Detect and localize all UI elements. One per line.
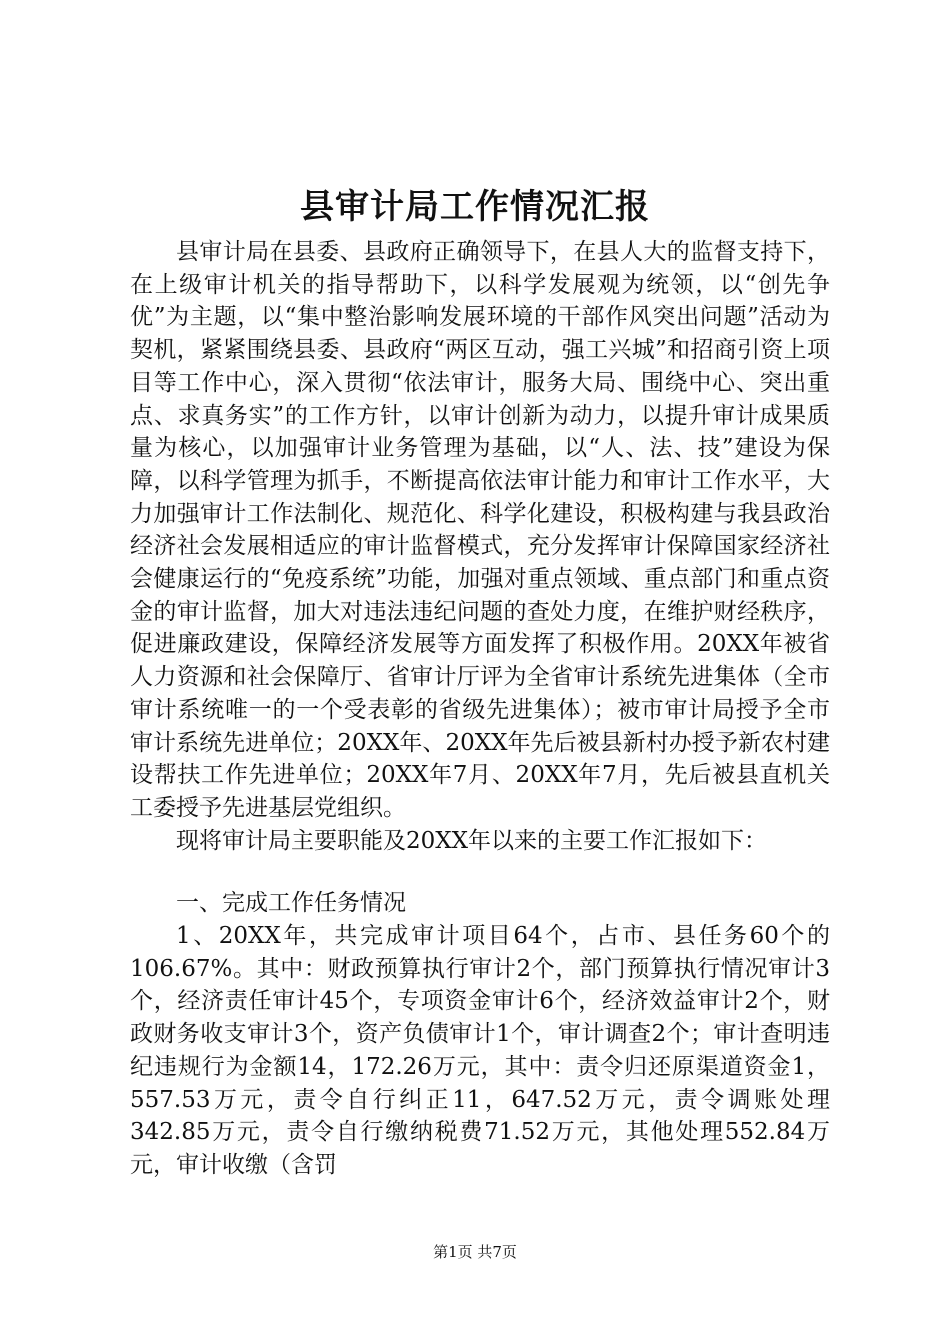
section-heading: 一、完成工作任务情况 xyxy=(176,890,406,917)
paragraph-intro: 县审计局在县委、县政府正确领导下，在县人大的监督支持下，在上级审计机关的指导帮助下，以科学发展观为统领，以“创先争优”为主题，以“集中整治影响发展环境的干部作风突出问题”活动为契机，紧紧围绕县委、县政府“两区互动，强工兴城”和招商引资上项目等工作中心，深入贯彻“依法审计，服务大局、围绕中心、突出重点、求真务实”的工作方针，以审计创新为动力，以提升审计成果质量为核心，以加强审计业务管理为基础，以“人、法、技”建设为保障，以科学管理为抓手，不断提高依法审计能力和审计工作水平，大力加强审计工作法制化、规范化、科学化建设，积极构建与我县政治经济社会发展相适应的审计监督模式，充分发挥审计保障国家经济社会健康运行的“免疫系统”功能，加强对重点领域、重点部门和重点资金的审计监督，加大对违法违纪问题的查处力度，在维护财经秩序，促进廉政建设，保障经济发展等方面发挥了积极作用。20XX年被省人力资源和社会保障厅、省审计厅评为全省审计系统先进集体（全市审计系统唯一的一个受表彰的省级先进集体）；被市审计局授予全市审计系统先进单位；20XX年、20XX年先后被县新村办授予新农村建设帮扶工作先进单位；20XX年7月、20XX年7月，先后被县直机关工委授予先进基层党组织。 xyxy=(130,239,830,821)
document-body xyxy=(130,236,830,1182)
page-footer: 第1页 共7页 xyxy=(433,1243,517,1261)
paragraph-task-summary: 1、20XX年，共完成审计项目64个，占市、县任务60个的106.67%。其中：财政预算执行审计2个，部门预算执行情况审计3个，经济责任审计45个，专项资金审计6个，经济效益审计2个，财政财务收支审计3个，资产负债审计1个，审计调查2个；审计查明违纪违规行为金额14，172.26万元，其中：责令归还原渠道资金1，557.53万元，责令自行纠正11，647.52万元，责令调账处理342.85万元，责令自行缴纳税费71.52万元，其他处理552.84万元，审计收缴（含罚 xyxy=(130,923,830,1178)
paragraph-report-lead: 现将审计局主要职能及20XX年以来的主要工作汇报如下： xyxy=(176,827,768,854)
document-title: 县审计局工作情况汇报 xyxy=(300,187,650,227)
